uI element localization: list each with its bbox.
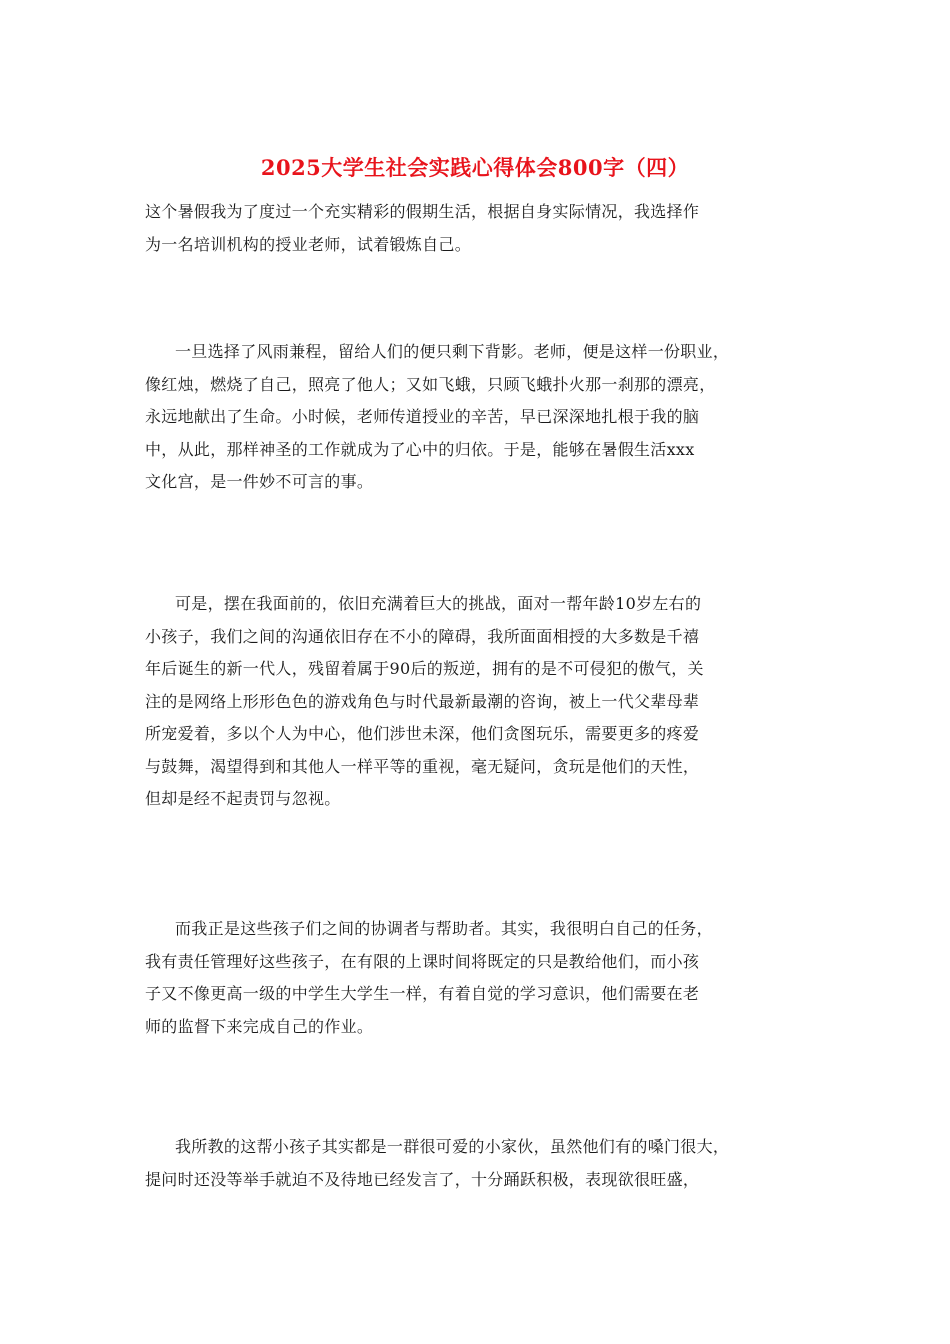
paragraph-line: 但却是经不起责罚与忽视。 [145, 789, 341, 808]
paragraph-3 [145, 588, 805, 816]
paragraph-line: 一旦选择了风雨兼程，留给人们的便只剩下背影。老师，便是这样一份职业， [175, 342, 730, 361]
paragraph-line: 我所教的这帮小孩子其实都是一群很可爱的小家伙，虽然他们有的嗓门很大， [175, 1137, 730, 1156]
paragraph-line: 所宠爱着，多以个人为中心，他们涉世未深，他们贪图玩乐，需要更多的疼爱 [145, 724, 700, 743]
paragraph-2 [145, 336, 805, 499]
paragraph-line: 与鼓舞，渴望得到和其他人一样平等的重视，毫无疑问，贪玩是他们的天性， [145, 756, 700, 776]
paragraph-line: 而我正是这些孩子们之间的协调者与帮助者。其实，我很明白自己的任务， [175, 919, 713, 938]
paragraph-line: 这个暑假我为了度过一个充实精彩的假期生活，根据自身实际情况，我选择作 [145, 202, 700, 221]
paragraph-line: 为一名培训机构的授业老师，试着锻炼自己。 [145, 234, 472, 254]
paragraph-5 [145, 1131, 805, 1196]
paragraph-line: 注的是网络上形形色色的游戏角色与时代最新最潮的咨询，被上一代父辈母辈 [145, 691, 700, 711]
paragraph-line: 中，从此，那样神圣的工作就成为了心中的归依。于是，能够在暑假生活xxx [145, 439, 695, 459]
paragraph-line: 文化宫，是一件妙不可言的事。 [145, 472, 374, 491]
paragraph-line: 像红烛，燃烧了自己，照亮了他人；又如飞蛾，只顾飞蛾扑火那一刹那的漂亮， [145, 374, 716, 394]
paragraph-line: 小孩子，我们之间的沟通依旧存在不小的障碍，我所面面相授的大多数是千禧 [145, 626, 700, 646]
paragraph-1 [145, 196, 805, 261]
paragraph-line: 永远地献出了生命。小时候，老师传道授业的辛苦，早已深深地扎根于我的脑 [145, 407, 700, 426]
paragraph-line: 师的监督下来完成自己的作业。 [145, 1016, 374, 1036]
document-title: 2025大学生社会实践心得体会800字（四） [260, 155, 690, 180]
paragraph-line: 子又不像更高一级的中学生大学生一样，有着自觉的学习意识，他们需要在老 [145, 984, 700, 1003]
paragraph-line: 可是，摆在我面前的，依旧充满着巨大的挑战，面对一帮年龄10岁左右的 [175, 594, 702, 613]
paragraph-line: 我有责任管理好这些孩子，在有限的上课时间将既定的只是教给他们，而小孩 [145, 951, 700, 971]
paragraph-line: 年后诞生的新一代人，残留着属于90后的叛逆，拥有的是不可侵犯的傲气，关 [145, 659, 704, 678]
paragraph-line: 提问时还没等举手就迫不及待地已经发言了，十分踊跃积极，表现欲很旺盛， [145, 1169, 700, 1189]
paragraph-4 [145, 913, 805, 1043]
